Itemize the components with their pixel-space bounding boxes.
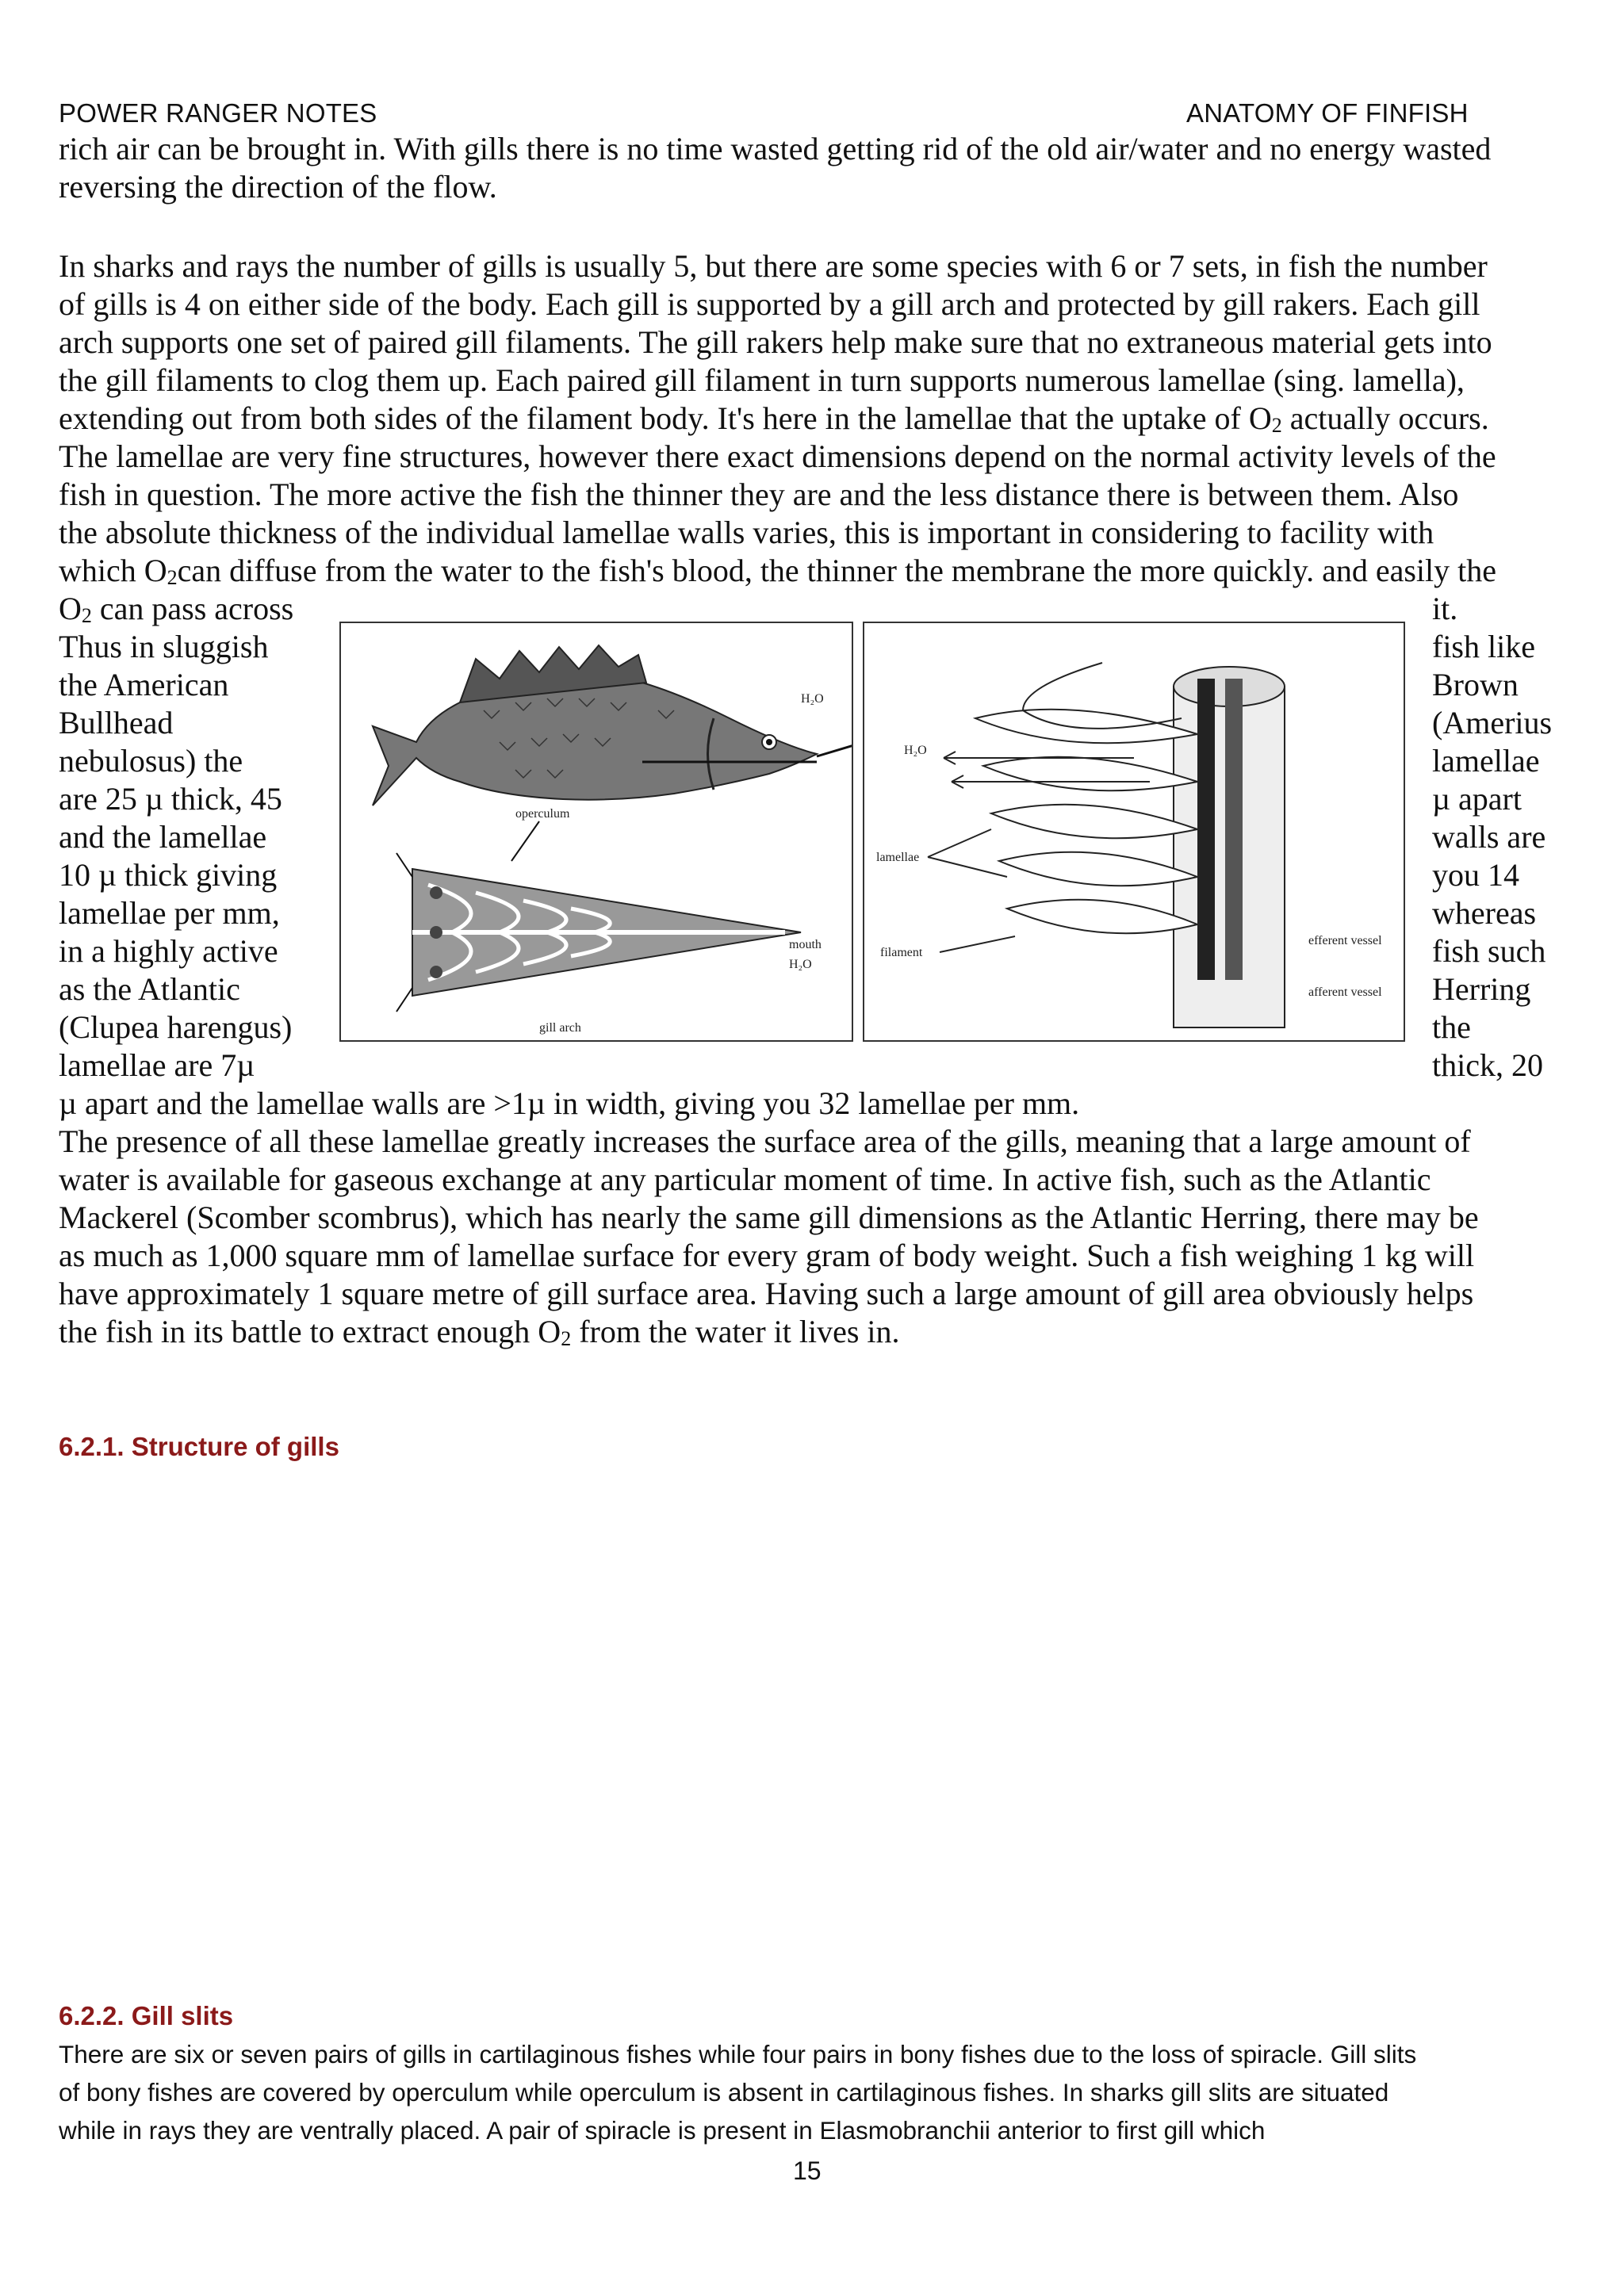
subscript: 2 bbox=[1271, 413, 1282, 437]
text-line: walls are bbox=[1432, 819, 1546, 855]
text-line bbox=[59, 1313, 900, 1351]
text-line: Herring bbox=[1432, 971, 1531, 1007]
text-line: fish like bbox=[1432, 629, 1535, 664]
subscript: 2 bbox=[167, 565, 178, 589]
text-line: as the Atlantic bbox=[59, 971, 240, 1007]
figure-fish-gill-flow bbox=[339, 622, 853, 1042]
text-line: the gill filaments to clog them up. Each paired gill filament in turn supports numerous lamellae (sing. lamella), bbox=[59, 362, 1465, 398]
text-line: fish such bbox=[1432, 933, 1546, 969]
text-line: you 14 bbox=[1432, 857, 1519, 893]
text-line: There are six or seven pairs of gills in cartilaginous fishes while four pairs in bony fishes due to the loss of spiracle. Gill slits bbox=[59, 2040, 1417, 2068]
label-filament: filament bbox=[880, 946, 923, 959]
text-line: (Clupea harengus) bbox=[59, 1009, 293, 1045]
text-line: Mackerel (Scomber scombrus), which has nearly the same gill dimensions as the Atlantic Herring, there may be bbox=[59, 1200, 1479, 1235]
section-heading-gill-slits: 6.2.2. Gill slits bbox=[59, 2001, 234, 2030]
text-line: arch supports one set of paired gill filaments. The gill rakers help make sure that no extraneous material gets into bbox=[59, 324, 1492, 360]
text-line: reversing the direction of the flow. bbox=[59, 169, 497, 205]
filament-pointer bbox=[940, 936, 1015, 952]
text-line: lamellae bbox=[1432, 743, 1540, 779]
text-line: water is available for gaseous exchange at any particular moment of time. In active fish, such as the Atlantic bbox=[59, 1161, 1431, 1197]
label-h2o-top: H₂O bbox=[801, 692, 824, 706]
fish-illustration bbox=[373, 645, 852, 806]
text-line: have approximately 1 square metre of gill surface area. Having such a large amount of gill area obviously helps bbox=[59, 1276, 1474, 1311]
text-line: Bullhead bbox=[59, 705, 174, 740]
label-mouth: mouth bbox=[789, 938, 822, 951]
label-lamellae: lamellae bbox=[876, 851, 920, 864]
text-line: while in rays they are ventrally placed. A pair of spiracle is present in Elasmobranchii anterior to first gill which bbox=[59, 2116, 1266, 2145]
text-line: and the lamellae bbox=[59, 819, 267, 855]
text-line: lamellae are 7µ bbox=[59, 1047, 255, 1083]
lamellae-stack bbox=[975, 710, 1197, 934]
page-number: 15 bbox=[793, 2156, 822, 2185]
text-span: can diffuse from the water to the fish's blood, the thinner the membrane the more quickly. and easily the bbox=[177, 553, 1497, 588]
text-line: thick, 20 bbox=[1432, 1047, 1543, 1083]
text-line bbox=[59, 552, 1496, 590]
text-line: it. bbox=[1432, 591, 1458, 626]
text-line: 10 µ thick giving bbox=[59, 857, 278, 893]
text-line: nebulosus) the bbox=[59, 743, 243, 779]
lamellae-diagram bbox=[864, 623, 1404, 1040]
label-gill-arch: gill arch bbox=[539, 1021, 581, 1035]
text-line: (Amerius bbox=[1432, 705, 1553, 740]
text-span: from the water it lives in. bbox=[571, 1314, 900, 1349]
text-line bbox=[59, 590, 293, 628]
operculum-pointer bbox=[511, 821, 539, 861]
text-span: extending out from both sides of the filament body. It's here in the lamellae that the uptake of O bbox=[59, 400, 1272, 436]
label-operculum: operculum bbox=[515, 807, 570, 821]
text-line: µ apart bbox=[1432, 781, 1522, 817]
text-line: lamellae per mm, bbox=[59, 895, 280, 931]
text-line: Brown bbox=[1432, 667, 1519, 702]
text-line: of gills is 4 on either side of the body. Each gill is supported by a gill arch and protected by gill rakers. Each gill bbox=[59, 286, 1480, 322]
text-line: the absolute thickness of the individual lamellae walls varies, this is important in considering to facility with bbox=[59, 515, 1434, 550]
subscript: 2 bbox=[561, 1326, 572, 1350]
header-right: ANATOMY OF FINFISH bbox=[1186, 98, 1469, 128]
text-line: In sharks and rays the number of gills is usually 5, but there are some species with 6 or 7 sets, in fish the number bbox=[59, 248, 1488, 284]
subscript: 2 bbox=[81, 603, 92, 627]
text-line: The lamellae are very fine structures, however there exact dimensions depend on the normal activity levels of the bbox=[59, 438, 1496, 474]
lamellae-pointer bbox=[928, 829, 1007, 877]
text-span: the fish in its battle to extract enough O bbox=[59, 1314, 561, 1349]
text-line: Thus in sluggish bbox=[59, 629, 269, 664]
text-line: The presence of all these lamellae greatly increases the surface area of the gills, meaning that a large amount of bbox=[59, 1123, 1471, 1159]
text-line: are 25 µ thick, 45 bbox=[59, 781, 282, 817]
text-span: can pass across bbox=[91, 591, 294, 626]
label-efferent-vessel: efferent vessel bbox=[1308, 934, 1382, 947]
gill-cross-section bbox=[396, 853, 801, 1012]
text-line: whereas bbox=[1432, 895, 1537, 931]
gill-arch-column bbox=[1174, 667, 1285, 1027]
text-line: fish in question. The more active the fish the thinner they are and the less distance there is between them. Also bbox=[59, 476, 1459, 512]
text-span: actually occurs. bbox=[1281, 400, 1489, 436]
label-h2o: H₂O bbox=[904, 744, 927, 757]
header-left: POWER RANGER NOTES bbox=[59, 98, 377, 128]
text-line: the bbox=[1432, 1009, 1471, 1045]
text-span: O bbox=[59, 591, 82, 626]
text-line: as much as 1,000 square mm of lamellae surface for every gram of body weight. Such a fish weighing 1 kg will bbox=[59, 1238, 1475, 1273]
text-line bbox=[59, 400, 1489, 438]
label-afferent-vessel: afferent vessel bbox=[1308, 985, 1382, 999]
text-line: the American bbox=[59, 667, 229, 702]
text-line: rich air can be brought in. With gills there is no time wasted getting rid of the old air/water and no energy wasted bbox=[59, 131, 1492, 166]
label-h2o-mid: H₂O bbox=[789, 958, 812, 971]
text-span: which O bbox=[59, 553, 167, 588]
fish-gill-diagram bbox=[341, 623, 852, 1040]
text-line: µ apart and the lamellae walls are >1µ in width, giving you 32 lamellae per mm. bbox=[59, 1085, 1080, 1121]
figure-gill-lamellae bbox=[863, 622, 1405, 1042]
text-line: of bony fishes are covered by operculum while operculum is absent in cartilaginous fishes. In sharks gill slits are situated bbox=[59, 2078, 1389, 2107]
section-heading-structure: 6.2.1. Structure of gills bbox=[59, 1432, 339, 1461]
text-line: in a highly active bbox=[59, 933, 278, 969]
